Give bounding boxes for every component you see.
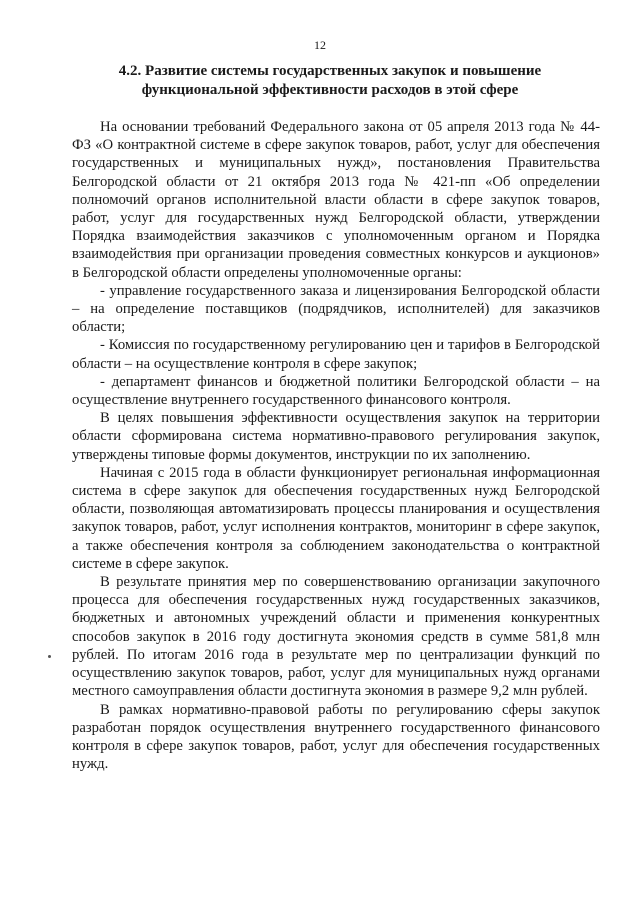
list-item-procurement-department: - управление государственного заказа и лицензирования Белгородской области – на определение поставщиков (подрядчиков, исполнителей) для заказчиков области; [72,282,600,336]
paragraph-internal-control: В рамках нормативно-правовой работы по регулированию сферы закупок разработан порядок осуществления внутреннего государственного финансового контроля в сфере закупок товаров, работ, услуг для обеспечения государственных нужд. [72,701,600,773]
section-heading-line-1: 4.2. Развитие системы государственных закупок и повышение [118,63,542,79]
body-text [72,118,600,773]
paragraph-savings-results: В результате принятия мер по совершенствованию организации закупочного процесса для обеспечения государственных нужд государственных заказчиков, бюджетных и автономных учреждений области и применения конкурентных способов закупок в 2016 году достигнута экономия средств в сумме 581,8 млн рублей. По итогам 2016 года в результате мер по централизации функций по осуществлению закупок товаров, работ, услуг для муниципальных нужд органами местного самоуправления области достигнута экономия в размере 9,2 млн рублей. [72,574,600,700]
page-number: 12 [314,38,326,52]
scan-dot-mark [48,655,51,658]
paragraph-regulation-system: В целях повышения эффективности осуществления закупок на территории области сформирована система нормативно-правового регулирования закупок, утверждены типовые формы документов, инструкции по их заполнению. [72,410,600,463]
paragraph-legal-basis: На основании требований Федерального закона от 05 апреля 2013 года № 44-ФЗ «О контрактной системе в сфере закупок товаров, работ, услуг для обеспечения государственных и муниципальных нужд», постановления Правительства Белгородской области от 21 октября 2013 года № 421-пп «Об определении полномочий органов исполнительной власти области в сфере закупок товаров, работ, услуг для государственных нужд Белгородской области, утверждении Порядка взаимодействия заказчиков с уполномоченным органом и Порядка взаимодействия при организации проведения совместных конкурсов и аукционов» в Белгородской области определены уполномоченные органы: [72,119,600,281]
section-heading-line-2: функциональной эффективности расходов в этой сфере [141,82,519,98]
paragraph-information-system: Начиная с 2015 года в области функционирует региональная информационная система в сфере закупок для обеспечения государственных нужд Белгородской области, позволяющая автоматизировать процессы планирования и осуществления закупок товаров, работ, услуг исполнения контрактов, мониторинг в сфере закупок, а также обеспечения контроля за соблюдением законодательства о контрактной системе в сфере закупок. [72,464,600,572]
list-item-finance-department: - департамент финансов и бюджетной политики Белгородской области – на осуществление внутреннего государственного финансового контроля. [72,373,600,409]
section-heading [110,62,550,100]
list-item-tariff-commission: - Комиссия по государственному регулированию цен и тарифов в Белгородской области – на осуществление контроля в сфере закупок; [72,337,600,372]
